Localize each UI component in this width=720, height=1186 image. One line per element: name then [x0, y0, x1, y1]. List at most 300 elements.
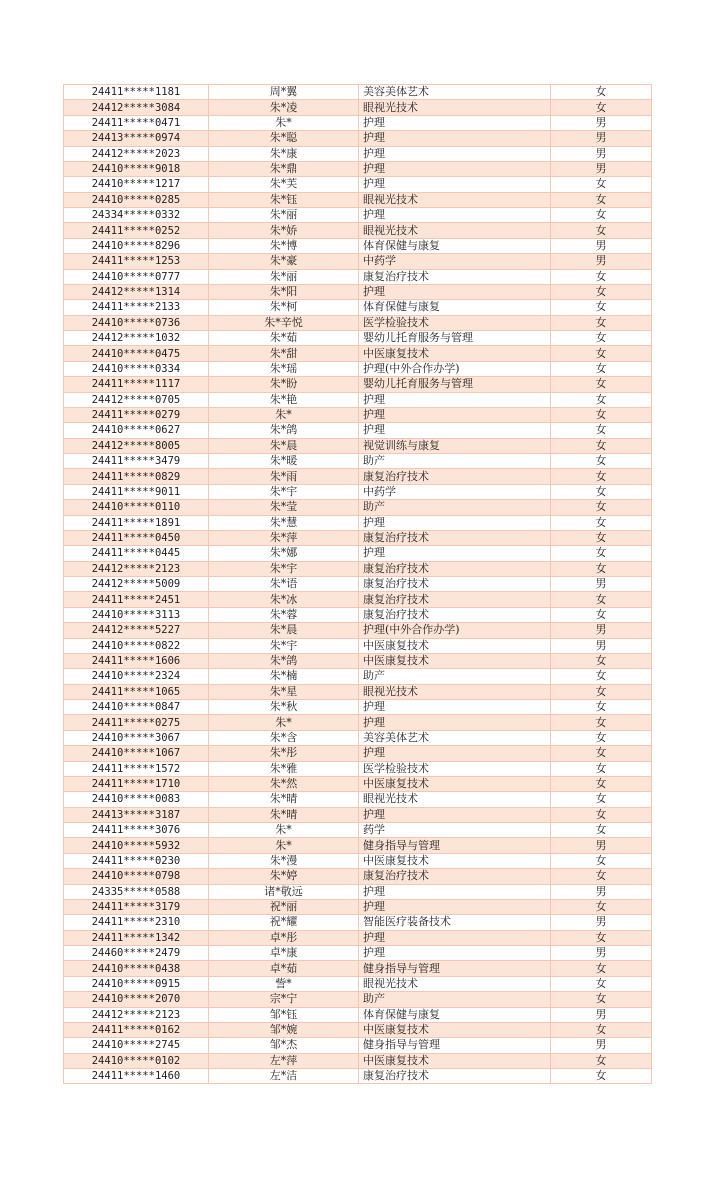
gender-cell: 女: [551, 469, 652, 484]
student-id-cell: 24410*****0915: [64, 976, 209, 991]
student-id-cell: 24411*****0275: [64, 715, 209, 730]
student-name-cell: 朱*星: [209, 684, 359, 699]
table-row: [64, 807, 652, 822]
student-name-cell: 朱*茹: [209, 331, 359, 346]
major-cell: 护理: [359, 899, 551, 914]
major-cell: 护理: [359, 546, 551, 561]
table-row: [64, 899, 652, 914]
table-row: [64, 961, 652, 976]
gender-cell: 女: [551, 331, 652, 346]
gender-cell: 女: [551, 823, 652, 838]
table-row: [64, 530, 652, 545]
student-name-cell: 朱*娜: [209, 546, 359, 561]
gender-cell: 女: [551, 684, 652, 699]
student-name-cell: 朱*宇: [209, 638, 359, 653]
major-cell: 助产: [359, 669, 551, 684]
student-id-cell: 24410*****3113: [64, 607, 209, 622]
table-row: [64, 1053, 652, 1068]
table-row: [64, 1038, 652, 1053]
gender-cell: 女: [551, 607, 652, 622]
major-cell: 护理: [359, 746, 551, 761]
student-name-cell: 朱*芙: [209, 177, 359, 192]
gender-cell: 女: [551, 208, 652, 223]
table-row: [64, 315, 652, 330]
major-cell: 护理: [359, 930, 551, 945]
major-cell: 中药学: [359, 484, 551, 499]
student-name-cell: 朱*彤: [209, 746, 359, 761]
table-row: [64, 269, 652, 284]
major-cell: 药学: [359, 823, 551, 838]
student-id-cell: 24412*****0705: [64, 392, 209, 407]
gender-cell: 女: [551, 869, 652, 884]
gender-cell: 男: [551, 238, 652, 253]
gender-cell: 女: [551, 177, 652, 192]
gender-cell: 女: [551, 715, 652, 730]
gender-cell: 女: [551, 1022, 652, 1037]
gender-cell: 女: [551, 300, 652, 315]
student-id-cell: 24410*****0102: [64, 1053, 209, 1068]
table-row: [64, 930, 652, 945]
student-id-cell: 24411*****0829: [64, 469, 209, 484]
student-name-cell: 朱*博: [209, 238, 359, 253]
student-name-cell: 诸*敬远: [209, 884, 359, 899]
student-id-cell: 24410*****0736: [64, 315, 209, 330]
student-name-cell: 祝*丽: [209, 899, 359, 914]
student-id-cell: 24411*****0279: [64, 407, 209, 422]
gender-cell: 男: [551, 146, 652, 161]
student-id-cell: 24410*****1067: [64, 746, 209, 761]
student-id-cell: 24412*****1314: [64, 284, 209, 299]
student-name-cell: 朱*暖: [209, 454, 359, 469]
roster-table: [63, 84, 652, 1084]
gender-cell: 女: [551, 853, 652, 868]
major-cell: 康复治疗技术: [359, 1069, 551, 1084]
student-name-cell: 卓*彤: [209, 930, 359, 945]
table-row: [64, 331, 652, 346]
gender-cell: 女: [551, 1069, 652, 1084]
table-row: [64, 838, 652, 853]
table-row: [64, 377, 652, 392]
student-id-cell: 24410*****2324: [64, 669, 209, 684]
student-name-cell: 朱*: [209, 115, 359, 130]
table-row: [64, 469, 652, 484]
gender-cell: 女: [551, 530, 652, 545]
gender-cell: 女: [551, 899, 652, 914]
student-id-cell: 24411*****2451: [64, 592, 209, 607]
student-name-cell: 朱*蓉: [209, 607, 359, 622]
student-name-cell: 朱*冰: [209, 592, 359, 607]
student-id-cell: 24410*****0285: [64, 192, 209, 207]
table-row: [64, 730, 652, 745]
student-id-cell: 24411*****1065: [64, 684, 209, 699]
student-id-cell: 24411*****1710: [64, 776, 209, 791]
student-id-cell: 24410*****2070: [64, 992, 209, 1007]
student-id-cell: 24410*****9018: [64, 161, 209, 176]
major-cell: 护理: [359, 700, 551, 715]
student-name-cell: 朱*然: [209, 776, 359, 791]
student-name-cell: 朱*语: [209, 577, 359, 592]
table-row: [64, 454, 652, 469]
student-name-cell: 邹*钰: [209, 1007, 359, 1022]
student-name-cell: 卓*茹: [209, 961, 359, 976]
student-name-cell: 朱*鸽: [209, 423, 359, 438]
major-cell: 护理(中外合作办学): [359, 623, 551, 638]
student-name-cell: 朱*凌: [209, 100, 359, 115]
major-cell: 美容美体艺术: [359, 730, 551, 745]
roster-body: [64, 85, 652, 1084]
major-cell: 中药学: [359, 254, 551, 269]
student-name-cell: 朱*: [209, 838, 359, 853]
major-cell: 护理: [359, 284, 551, 299]
table-row: [64, 177, 652, 192]
student-name-cell: 朱*柯: [209, 300, 359, 315]
major-cell: 护理: [359, 515, 551, 530]
student-id-cell: 24410*****0334: [64, 361, 209, 376]
gender-cell: 女: [551, 776, 652, 791]
student-id-cell: 24460*****2479: [64, 946, 209, 961]
student-id-cell: 24410*****0822: [64, 638, 209, 653]
student-id-cell: 24411*****0162: [64, 1022, 209, 1037]
table-row: [64, 161, 652, 176]
major-cell: 中医康复技术: [359, 653, 551, 668]
student-name-cell: 朱*丽: [209, 269, 359, 284]
major-cell: 护理: [359, 161, 551, 176]
student-name-cell: 朱*钰: [209, 192, 359, 207]
student-id-cell: 24410*****3067: [64, 730, 209, 745]
major-cell: 护理: [359, 392, 551, 407]
major-cell: 中医康复技术: [359, 853, 551, 868]
student-name-cell: 朱*盼: [209, 377, 359, 392]
student-id-cell: 24410*****2745: [64, 1038, 209, 1053]
student-name-cell: 左*萍: [209, 1053, 359, 1068]
gender-cell: 女: [551, 284, 652, 299]
student-id-cell: 24410*****0438: [64, 961, 209, 976]
table-row: [64, 192, 652, 207]
student-id-cell: 24411*****1572: [64, 761, 209, 776]
student-name-cell: 朱*晴: [209, 807, 359, 822]
student-name-cell: 朱*丽: [209, 208, 359, 223]
student-name-cell: 朱*雨: [209, 469, 359, 484]
gender-cell: 女: [551, 792, 652, 807]
major-cell: 护理: [359, 131, 551, 146]
major-cell: 眼视光技术: [359, 792, 551, 807]
major-cell: 中医康复技术: [359, 346, 551, 361]
student-id-cell: 24411*****0471: [64, 115, 209, 130]
gender-cell: 男: [551, 884, 652, 899]
gender-cell: 男: [551, 838, 652, 853]
major-cell: 体育保健与康复: [359, 1007, 551, 1022]
table-row: [64, 423, 652, 438]
table-row: [64, 700, 652, 715]
major-cell: 体育保健与康复: [359, 300, 551, 315]
student-name-cell: 朱*聪: [209, 131, 359, 146]
student-name-cell: 朱*辛悦: [209, 315, 359, 330]
table-row: [64, 823, 652, 838]
gender-cell: 女: [551, 192, 652, 207]
gender-cell: 女: [551, 807, 652, 822]
table-row: [64, 115, 652, 130]
major-cell: 护理: [359, 807, 551, 822]
table-row: [64, 1069, 652, 1084]
table-row: [64, 392, 652, 407]
student-id-cell: 24410*****0110: [64, 500, 209, 515]
table-row: [64, 223, 652, 238]
gender-cell: 女: [551, 361, 652, 376]
student-id-cell: 24412*****2123: [64, 1007, 209, 1022]
student-id-cell: 24411*****3479: [64, 454, 209, 469]
table-row: [64, 776, 652, 791]
student-name-cell: 朱*鸽: [209, 653, 359, 668]
student-id-cell: 24410*****0083: [64, 792, 209, 807]
student-name-cell: 朱*慧: [209, 515, 359, 530]
student-id-cell: 24410*****0847: [64, 700, 209, 715]
table-row: [64, 85, 652, 100]
gender-cell: 男: [551, 161, 652, 176]
gender-cell: 女: [551, 346, 652, 361]
gender-cell: 男: [551, 638, 652, 653]
table-row: [64, 438, 652, 453]
student-name-cell: 朱*莹: [209, 500, 359, 515]
gender-cell: 女: [551, 930, 652, 945]
table-row: [64, 146, 652, 161]
major-cell: 护理: [359, 177, 551, 192]
major-cell: 中医康复技术: [359, 1022, 551, 1037]
student-name-cell: 卓*康: [209, 946, 359, 961]
gender-cell: 女: [551, 730, 652, 745]
student-name-cell: 朱*豪: [209, 254, 359, 269]
major-cell: 健身指导与管理: [359, 961, 551, 976]
student-id-cell: 24411*****0252: [64, 223, 209, 238]
table-row: [64, 208, 652, 223]
gender-cell: 女: [551, 515, 652, 530]
major-cell: 眼视光技术: [359, 684, 551, 699]
gender-cell: 男: [551, 115, 652, 130]
table-row: [64, 500, 652, 515]
student-name-cell: 朱*婷: [209, 869, 359, 884]
table-row: [64, 715, 652, 730]
student-name-cell: 祝*耀: [209, 915, 359, 930]
student-name-cell: 朱*晨: [209, 438, 359, 453]
student-id-cell: 24412*****5227: [64, 623, 209, 638]
student-name-cell: 訾*: [209, 976, 359, 991]
student-id-cell: 24411*****2310: [64, 915, 209, 930]
student-id-cell: 24410*****0777: [64, 269, 209, 284]
gender-cell: 男: [551, 1007, 652, 1022]
gender-cell: 女: [551, 392, 652, 407]
student-name-cell: 周*翼: [209, 85, 359, 100]
gender-cell: 女: [551, 85, 652, 100]
gender-cell: 女: [551, 269, 652, 284]
student-id-cell: 24411*****9011: [64, 484, 209, 499]
student-id-cell: 24411*****2133: [64, 300, 209, 315]
student-id-cell: 24410*****0627: [64, 423, 209, 438]
student-name-cell: 朱*: [209, 715, 359, 730]
student-id-cell: 24410*****8296: [64, 238, 209, 253]
gender-cell: 男: [551, 623, 652, 638]
student-id-cell: 24413*****0974: [64, 131, 209, 146]
student-name-cell: 朱*萍: [209, 530, 359, 545]
gender-cell: 男: [551, 1038, 652, 1053]
table-row: [64, 546, 652, 561]
student-name-cell: 朱*晴: [209, 792, 359, 807]
gender-cell: 女: [551, 223, 652, 238]
table-row: [64, 761, 652, 776]
student-name-cell: 朱*康: [209, 146, 359, 161]
major-cell: 康复治疗技术: [359, 469, 551, 484]
gender-cell: 男: [551, 915, 652, 930]
major-cell: 婴幼儿托育服务与管理: [359, 331, 551, 346]
student-id-cell: 24411*****1181: [64, 85, 209, 100]
table-row: [64, 561, 652, 576]
major-cell: 中医康复技术: [359, 638, 551, 653]
table-row: [64, 684, 652, 699]
student-id-cell: 24411*****3179: [64, 899, 209, 914]
table-row: [64, 623, 652, 638]
student-id-cell: 24412*****2023: [64, 146, 209, 161]
table-row: [64, 976, 652, 991]
student-name-cell: 宗*宁: [209, 992, 359, 1007]
table-row: [64, 346, 652, 361]
table-row: [64, 992, 652, 1007]
gender-cell: 女: [551, 992, 652, 1007]
major-cell: 中医康复技术: [359, 776, 551, 791]
table-row: [64, 1007, 652, 1022]
gender-cell: 男: [551, 946, 652, 961]
student-id-cell: 24410*****0475: [64, 346, 209, 361]
table-row: [64, 592, 652, 607]
student-name-cell: 朱*: [209, 407, 359, 422]
student-name-cell: 邹*婉: [209, 1022, 359, 1037]
student-id-cell: 24411*****1891: [64, 515, 209, 530]
student-id-cell: 24334*****0332: [64, 208, 209, 223]
major-cell: 护理: [359, 115, 551, 130]
gender-cell: 女: [551, 669, 652, 684]
major-cell: 护理: [359, 146, 551, 161]
table-row: [64, 792, 652, 807]
table-row: [64, 484, 652, 499]
major-cell: 健身指导与管理: [359, 838, 551, 853]
major-cell: 婴幼儿托育服务与管理: [359, 377, 551, 392]
table-row: [64, 638, 652, 653]
gender-cell: 女: [551, 700, 652, 715]
major-cell: 美容美体艺术: [359, 85, 551, 100]
table-row: [64, 284, 652, 299]
major-cell: 护理(中外合作办学): [359, 361, 551, 376]
student-id-cell: 24410*****0798: [64, 869, 209, 884]
gender-cell: 男: [551, 131, 652, 146]
major-cell: 医学检验技术: [359, 761, 551, 776]
table-row: [64, 607, 652, 622]
student-name-cell: 邹*杰: [209, 1038, 359, 1053]
gender-cell: 女: [551, 407, 652, 422]
student-id-cell: 24412*****1032: [64, 331, 209, 346]
student-id-cell: 24411*****1253: [64, 254, 209, 269]
major-cell: 护理: [359, 423, 551, 438]
gender-cell: 女: [551, 377, 652, 392]
student-name-cell: 朱*漫: [209, 853, 359, 868]
major-cell: 健身指导与管理: [359, 1038, 551, 1053]
gender-cell: 女: [551, 653, 652, 668]
major-cell: 康复治疗技术: [359, 607, 551, 622]
gender-cell: 女: [551, 761, 652, 776]
major-cell: 康复治疗技术: [359, 577, 551, 592]
gender-cell: 女: [551, 976, 652, 991]
student-name-cell: 朱*甜: [209, 346, 359, 361]
gender-cell: 女: [551, 438, 652, 453]
table-row: [64, 1022, 652, 1037]
gender-cell: 女: [551, 1053, 652, 1068]
gender-cell: 女: [551, 484, 652, 499]
major-cell: 助产: [359, 500, 551, 515]
table-row: [64, 746, 652, 761]
major-cell: 眼视光技术: [359, 223, 551, 238]
table-row: [64, 238, 652, 253]
gender-cell: 女: [551, 561, 652, 576]
major-cell: 眼视光技术: [359, 100, 551, 115]
student-id-cell: 24411*****0445: [64, 546, 209, 561]
student-name-cell: 朱*雅: [209, 761, 359, 776]
major-cell: 康复治疗技术: [359, 869, 551, 884]
student-id-cell: 24411*****0450: [64, 530, 209, 545]
student-id-cell: 24412*****5009: [64, 577, 209, 592]
gender-cell: 女: [551, 592, 652, 607]
student-id-cell: 24335*****0588: [64, 884, 209, 899]
student-id-cell: 24412*****8005: [64, 438, 209, 453]
gender-cell: 男: [551, 577, 652, 592]
major-cell: 眼视光技术: [359, 976, 551, 991]
table-row: [64, 254, 652, 269]
student-name-cell: 朱*秋: [209, 700, 359, 715]
table-row: [64, 853, 652, 868]
major-cell: 康复治疗技术: [359, 592, 551, 607]
major-cell: 康复治疗技术: [359, 269, 551, 284]
table-row: [64, 946, 652, 961]
table-row: [64, 300, 652, 315]
table-row: [64, 407, 652, 422]
student-name-cell: 朱*宇: [209, 484, 359, 499]
student-name-cell: 左*洁: [209, 1069, 359, 1084]
major-cell: 护理: [359, 715, 551, 730]
table-row: [64, 884, 652, 899]
student-id-cell: 24412*****2123: [64, 561, 209, 576]
gender-cell: 女: [551, 500, 652, 515]
major-cell: 护理: [359, 407, 551, 422]
student-id-cell: 24412*****3084: [64, 100, 209, 115]
table-row: [64, 131, 652, 146]
student-name-cell: 朱*晨: [209, 623, 359, 638]
student-id-cell: 24411*****0230: [64, 853, 209, 868]
student-id-cell: 24410*****5932: [64, 838, 209, 853]
table-row: [64, 915, 652, 930]
major-cell: 助产: [359, 454, 551, 469]
student-name-cell: 朱*鼎: [209, 161, 359, 176]
student-name-cell: 朱*楠: [209, 669, 359, 684]
major-cell: 康复治疗技术: [359, 530, 551, 545]
student-name-cell: 朱*宇: [209, 561, 359, 576]
student-id-cell: 24411*****1117: [64, 377, 209, 392]
table-row: [64, 361, 652, 376]
gender-cell: 女: [551, 961, 652, 976]
student-name-cell: 朱*: [209, 823, 359, 838]
student-id-cell: 24413*****3187: [64, 807, 209, 822]
gender-cell: 男: [551, 254, 652, 269]
student-name-cell: 朱*艳: [209, 392, 359, 407]
major-cell: 医学检验技术: [359, 315, 551, 330]
student-name-cell: 朱*含: [209, 730, 359, 745]
gender-cell: 女: [551, 315, 652, 330]
major-cell: 视觉训练与康复: [359, 438, 551, 453]
table-row: [64, 869, 652, 884]
